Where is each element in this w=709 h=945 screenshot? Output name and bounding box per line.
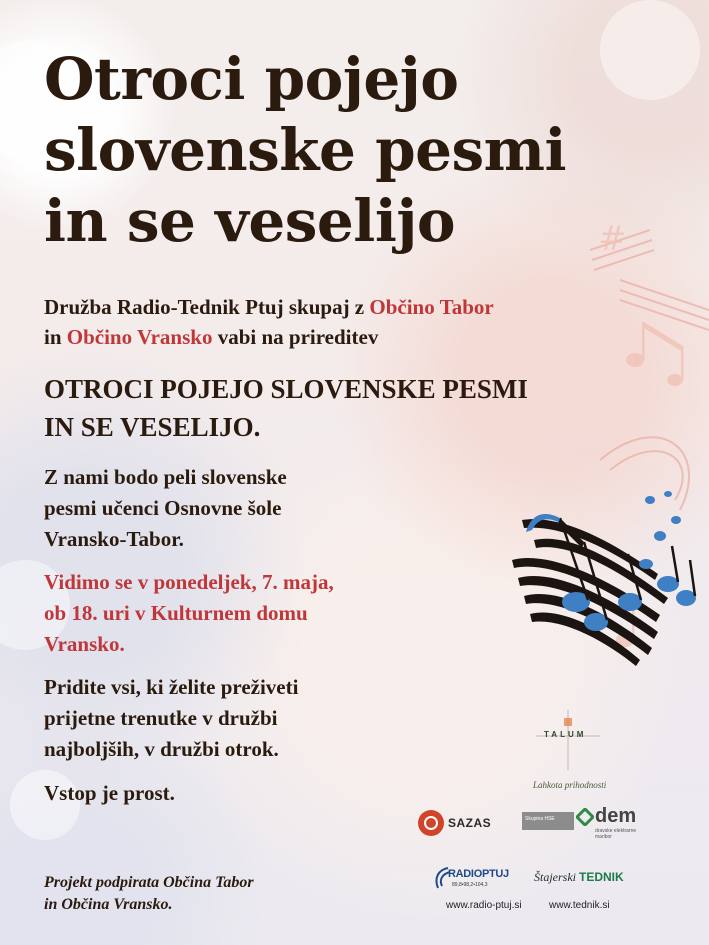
title-line: Otroci pojejo (44, 45, 459, 113)
paragraph-line: prijetne trenutke v družbi (44, 706, 278, 730)
music-notes-icon (500, 470, 709, 670)
svg-text:#: # (598, 219, 627, 259)
tednik-url[interactable]: www.tednik.si (549, 900, 610, 911)
paragraph-line: ob 18. uri v Kulturnem domu (44, 601, 308, 625)
radio-ptuj-logo (432, 866, 532, 896)
hse-bar-text: Skupina HSE (525, 816, 555, 822)
paragraph-line: pesmi učenci Osnovne šole (44, 496, 282, 520)
radio-ptuj-url[interactable]: www.radio-ptuj.si (446, 900, 522, 911)
tednik-logo (534, 870, 624, 885)
intro-part: vabi na prireditev (212, 325, 379, 349)
sponsor-note (44, 872, 254, 916)
tednik-name: TEDNIK (579, 870, 624, 884)
tednik-prefix: Štajerski (534, 870, 579, 884)
sazas-name: SAZAS (448, 816, 492, 830)
dem-name: dem (595, 805, 637, 827)
heading-line: OTROCI POJEJO SLOVENSKE PESMI (44, 374, 528, 404)
dem-subtitle: dravske elektrarne maribor (595, 828, 637, 840)
talum-slogan: Lahkota prihodnosti (533, 780, 607, 790)
heading-line: IN SE VESELIJO. (44, 412, 261, 442)
title-line: in se veselijo (44, 187, 456, 255)
paragraph-line: Vransko-Tabor. (44, 527, 184, 551)
event-heading (44, 370, 528, 446)
free-entry-text: Vstop je prost. (44, 781, 175, 805)
performers-paragraph (44, 462, 287, 555)
invitation-paragraph (44, 672, 298, 765)
talum-logo-icon (528, 710, 608, 780)
radio-ptuj-frequencies: 89,8•98,2•104,3 (452, 882, 488, 888)
paragraph-line: Vransko. (44, 632, 125, 656)
paragraph-line: najboljših, v družbi otrok. (44, 737, 279, 761)
date-venue-paragraph (44, 567, 334, 660)
intro-part: Družba Radio-Tednik Ptuj skupaj z (44, 295, 370, 319)
sazas-logo (418, 810, 491, 836)
intro-highlight: Občino Vransko (66, 325, 213, 349)
paragraph-line: Z nami bodo peli slovenske (44, 465, 287, 489)
bokeh-light (600, 0, 700, 100)
intro-part: in (44, 325, 67, 349)
intro-highlight: Občino Tabor (369, 295, 494, 319)
sponsor-line: Projekt podpirata Občina Tabor (44, 874, 254, 891)
page-title (44, 44, 566, 257)
intro-text (44, 292, 494, 352)
sponsor-line: in Občina Vransko. (44, 896, 173, 913)
sazas-logo-icon (418, 810, 444, 836)
radio-ptuj-name: RADIOPTUJ (448, 868, 509, 880)
title-line: slovenske pesmi (44, 116, 567, 184)
talum-name: TALUM (544, 730, 587, 739)
paragraph-line: Vidimo se v ponedeljek, 7. maja, (44, 570, 334, 594)
dem-logo-icon (576, 808, 594, 826)
dem-logo (522, 806, 642, 838)
paragraph-line: Pridite vsi, ki želite preživeti (44, 675, 299, 699)
